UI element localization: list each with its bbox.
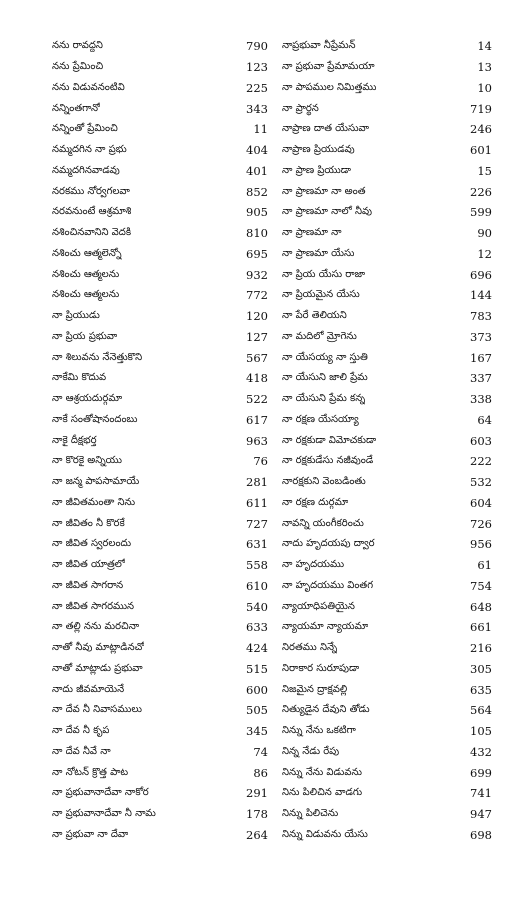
- index-entry[interactable]: [282, 410, 492, 431]
- page-number: 726: [470, 516, 492, 531]
- index-entry[interactable]: [282, 617, 492, 638]
- index-column-left: [52, 36, 268, 845]
- page-number: 698: [470, 827, 492, 842]
- index-entry[interactable]: [282, 721, 492, 742]
- index-entry[interactable]: [282, 244, 492, 265]
- song-title: నా ప్రాణమా నా అంత: [282, 185, 366, 197]
- index-entry[interactable]: [52, 472, 268, 493]
- index-entry[interactable]: [282, 306, 492, 327]
- page-number: 226: [470, 184, 492, 199]
- song-title: నశించు ఆత్మలను: [52, 289, 120, 301]
- song-title: నా ప్రభువానాదేవా నాకోర: [52, 787, 149, 799]
- song-title: నా దేవ నీ నివాసములు: [52, 704, 142, 716]
- index-entry[interactable]: [282, 700, 492, 721]
- page-number: 963: [246, 433, 268, 448]
- index-entry[interactable]: [52, 36, 268, 57]
- page-number: 281: [246, 475, 268, 490]
- page-number: 611: [246, 495, 268, 510]
- page-number: 719: [470, 101, 492, 116]
- index-entry[interactable]: [282, 347, 492, 368]
- song-title: నా జీవిత సాగరాన: [52, 579, 124, 591]
- page-number: 567: [246, 350, 268, 365]
- index-entry[interactable]: [52, 389, 268, 410]
- index-entry[interactable]: [52, 617, 268, 638]
- song-title: నిరాకార సురూపుడా: [282, 662, 360, 674]
- song-title: నా ప్రాణ ప్రియుడా: [282, 164, 351, 176]
- index-entry[interactable]: [282, 78, 492, 99]
- page-number: 905: [246, 205, 268, 220]
- song-title: నా ప్రియ ప్రభువా: [52, 330, 118, 342]
- page-number: 222: [470, 454, 492, 469]
- page-number: 956: [470, 537, 492, 552]
- page-number: 947: [470, 807, 492, 822]
- page-number: 305: [470, 661, 492, 676]
- song-title: నాకేమి కొదువ: [52, 372, 107, 384]
- song-title: నా దేవ నీవే నా: [52, 745, 111, 757]
- page-number: 603: [470, 433, 492, 448]
- index-entry[interactable]: [282, 638, 492, 659]
- song-title: నను ప్రేమించి: [52, 61, 104, 73]
- index-entry[interactable]: [282, 513, 492, 534]
- page-number: 15: [477, 163, 492, 178]
- index-entry[interactable]: [52, 783, 268, 804]
- song-title: నావన్ని యంగీకరించు: [282, 517, 364, 529]
- page-number: 105: [470, 724, 492, 739]
- index-entry[interactable]: [52, 140, 268, 161]
- index-entry[interactable]: [52, 430, 268, 451]
- song-title: నిరతము నిన్నే: [282, 642, 338, 654]
- song-title: నన్నింతో ప్రేమించి: [52, 123, 118, 135]
- song-title: నా దేవ నీ కృప: [52, 725, 110, 737]
- page-number: 601: [470, 143, 492, 158]
- index-entry[interactable]: [282, 451, 492, 472]
- page-number: 76: [253, 454, 268, 469]
- page-number: 661: [470, 620, 492, 635]
- song-title: నమ్మదగిన నా ప్రభు: [52, 144, 127, 156]
- index-entry[interactable]: [282, 576, 492, 597]
- index-entry[interactable]: [282, 825, 492, 846]
- song-title: నిన్ను నేను విడువను: [282, 766, 362, 778]
- page-number: 418: [246, 371, 268, 386]
- page-number: 123: [246, 60, 268, 75]
- page-number: 246: [470, 122, 492, 137]
- index-entry[interactable]: [282, 596, 492, 617]
- page-number: 783: [470, 309, 492, 324]
- index-entry[interactable]: [52, 347, 268, 368]
- index-entry[interactable]: [282, 389, 492, 410]
- page-number: 338: [470, 392, 492, 407]
- song-title: నాదు హృదయపు ద్వార: [282, 538, 375, 550]
- index-entry[interactable]: [52, 327, 268, 348]
- page-number: 754: [470, 578, 492, 593]
- song-title: నశించు ఆత్మలెన్నో: [52, 247, 122, 259]
- index-entry[interactable]: [52, 57, 268, 78]
- song-title: నాప్రభువా నీప్రేమన్: [282, 40, 356, 52]
- index-entry[interactable]: [52, 513, 268, 534]
- index-entry[interactable]: [52, 576, 268, 597]
- index-entry[interactable]: [52, 742, 268, 763]
- song-title: నమ్మదగినవాడవు: [52, 164, 120, 176]
- index-entry[interactable]: [52, 638, 268, 659]
- index-entry[interactable]: [282, 679, 492, 700]
- song-title: నాప్రాణ ప్రియుడవు: [282, 144, 355, 156]
- index-entry[interactable]: [282, 119, 492, 140]
- song-title: నను రావద్దని: [52, 40, 103, 52]
- index-entry[interactable]: [52, 181, 268, 202]
- song-title: నా పేరే తెలియని: [282, 310, 347, 322]
- index-entry[interactable]: [52, 804, 268, 825]
- page-number: 617: [246, 412, 268, 427]
- song-title: నా మదిలో మ్రోగెను: [282, 330, 357, 342]
- index-entry[interactable]: [282, 742, 492, 763]
- page-number: 178: [246, 807, 268, 822]
- index-entry[interactable]: [282, 140, 492, 161]
- page-number: 600: [246, 682, 268, 697]
- index-entry[interactable]: [52, 762, 268, 783]
- song-title: నిజమైన ద్రాక్షవల్లి: [282, 683, 348, 695]
- song-title: నా హృదయము: [282, 559, 345, 571]
- index-entry[interactable]: [52, 285, 268, 306]
- song-title: నశించినవానిని వెదకి: [52, 227, 132, 239]
- song-title: నా కొరకై అన్నియు: [52, 455, 122, 467]
- index-entry[interactable]: [282, 368, 492, 389]
- page-number: 810: [246, 226, 268, 241]
- page-number: 401: [246, 163, 268, 178]
- page-number: 695: [246, 246, 268, 261]
- page-number: 505: [246, 703, 268, 718]
- song-title: న్యాయాధిపతియైన: [282, 600, 355, 612]
- page-number: 852: [246, 184, 268, 199]
- page-number: 345: [246, 724, 268, 739]
- page-number: 648: [470, 599, 492, 614]
- page-number: 12: [477, 246, 492, 261]
- page-number: 14: [477, 39, 492, 54]
- index-entry[interactable]: [52, 410, 268, 431]
- song-title: నా రక్షకుడా విమోచకుడా: [282, 434, 377, 446]
- index-entry[interactable]: [282, 36, 492, 57]
- song-title: నా జీవిత యాత్రలో: [52, 559, 126, 571]
- page-number: 167: [470, 350, 492, 365]
- song-title: నిత్యుడైన దేవుని తోడు: [282, 704, 370, 716]
- index-entry[interactable]: [282, 493, 492, 514]
- song-title: నరవనుంటే ఆశ్రమాశి: [52, 206, 132, 218]
- song-title: నా తల్లి నను మరచినా: [52, 621, 140, 633]
- index-entry[interactable]: [52, 223, 268, 244]
- page-number: 61: [477, 558, 492, 573]
- song-title: నాకే సంతోషానందంబు: [52, 413, 138, 425]
- song-title: నా రక్షకుడేసు నజీవుండే: [282, 455, 374, 467]
- page-number: 558: [246, 558, 268, 573]
- song-title: నా జీవితం నీ కొరకే: [52, 517, 125, 529]
- song-title: నిన్ను పిలిచెను: [282, 808, 339, 820]
- page-number: 74: [253, 744, 268, 759]
- page-number: 373: [470, 329, 492, 344]
- song-title: నరకము నోర్వగలవా: [52, 185, 130, 197]
- page-number: 540: [246, 599, 268, 614]
- song-title: నా ప్రాణమా నాలో నీవు: [282, 206, 372, 218]
- page-number: 120: [246, 309, 268, 324]
- song-title: నా జీవిత సాగరమున: [52, 600, 135, 612]
- index-entry[interactable]: [52, 721, 268, 742]
- index-entry[interactable]: [52, 368, 268, 389]
- index-entry[interactable]: [52, 98, 268, 119]
- song-title: నా ప్రాణమా యేసు: [282, 247, 355, 259]
- page-number: 343: [246, 101, 268, 116]
- song-title: నా యేసుని జాలి ప్రేమ: [282, 372, 368, 384]
- index-entry[interactable]: [282, 285, 492, 306]
- page-number: 772: [246, 288, 268, 303]
- song-title: నశించు ఆత్మలను: [52, 268, 120, 280]
- song-title: నా ప్రియమైన యేసు: [282, 289, 360, 301]
- page-number: 291: [246, 786, 268, 801]
- song-title: నా పాపముల నిమిత్తము: [282, 81, 377, 93]
- page-number: 564: [470, 703, 492, 718]
- index-entry[interactable]: [282, 762, 492, 783]
- page-number: 515: [246, 661, 268, 676]
- page-number: 604: [470, 495, 492, 510]
- index-entry[interactable]: [282, 202, 492, 223]
- index-entry[interactable]: [282, 327, 492, 348]
- index-entry[interactable]: [282, 472, 492, 493]
- index-entry[interactable]: [52, 202, 268, 223]
- page-number: 432: [470, 744, 492, 759]
- page-number: 225: [246, 80, 268, 95]
- index-entry[interactable]: [52, 534, 268, 555]
- index-column-right: [282, 36, 492, 845]
- song-title: నాతో మాట్లాడు ప్రభువా: [52, 662, 143, 674]
- index-entry[interactable]: [282, 161, 492, 182]
- page-number: 10: [477, 80, 492, 95]
- page-number: 404: [246, 143, 268, 158]
- song-title: నిన్ను విడువను యేసు: [282, 828, 368, 840]
- page-number: 635: [470, 682, 492, 697]
- song-title: నా జన్మ పాపసామాయే: [52, 476, 140, 488]
- page-number: 13: [477, 60, 492, 75]
- page-number: 90: [477, 226, 492, 241]
- index-entry[interactable]: [52, 306, 268, 327]
- song-title: నా యేసయ్య నా స్తుతి: [282, 351, 368, 363]
- song-title: నా శిలువను నేనెత్తుకొని: [52, 351, 143, 363]
- song-title: నాదు జీవమాయెనే: [52, 683, 125, 695]
- index-entry[interactable]: [52, 555, 268, 576]
- page-number: 932: [246, 267, 268, 282]
- page-number: 741: [470, 786, 492, 801]
- page-number: 64: [477, 412, 492, 427]
- index-entry[interactable]: [52, 659, 268, 680]
- song-title: న్యాయమా న్యాయమా: [282, 621, 369, 633]
- song-title: నా రక్షణ దుర్గమా: [282, 496, 349, 508]
- index-entry[interactable]: [52, 451, 268, 472]
- index-entry[interactable]: [282, 555, 492, 576]
- song-title: నన్నింతగానో: [52, 102, 100, 114]
- page-number: 337: [470, 371, 492, 386]
- index-entry[interactable]: [52, 244, 268, 265]
- song-title: నాతో నీవు మాట్లాడినచో: [52, 642, 145, 654]
- index-entry[interactable]: [52, 493, 268, 514]
- index-entry[interactable]: [282, 223, 492, 244]
- index-entry[interactable]: [282, 804, 492, 825]
- page-number: 216: [470, 641, 492, 656]
- index-entry[interactable]: [282, 659, 492, 680]
- song-title: నా జీవిత స్వరలందు: [52, 538, 132, 550]
- song-title: నిన్ను నేను ఒకటిగా: [282, 725, 356, 737]
- song-title: నా ప్రియుడు: [52, 310, 100, 322]
- index-entry[interactable]: [52, 700, 268, 721]
- page-number: 86: [253, 765, 268, 780]
- page-number: 790: [246, 39, 268, 54]
- page-number: 127: [246, 329, 268, 344]
- index-entry[interactable]: [282, 57, 492, 78]
- song-title: నా రక్షణ యేసయ్యా: [282, 413, 359, 425]
- song-title: నా నోటన్ క్రొత్త పాట: [52, 766, 129, 778]
- song-title: నా ప్రభువా నా దేవా: [52, 828, 129, 840]
- song-title: నా ప్రియ యేసు రాజా: [282, 268, 366, 280]
- song-title: నా యేసుని ప్రేమ కన్న: [282, 393, 366, 405]
- page-number: 633: [246, 620, 268, 635]
- index-entry[interactable]: [52, 596, 268, 617]
- page-number: 696: [470, 267, 492, 282]
- index-entry[interactable]: [282, 534, 492, 555]
- song-title: నా జీవితమంతా నిను: [52, 496, 136, 508]
- page-number: 610: [246, 578, 268, 593]
- song-title: నా ప్రాణమా నా: [282, 227, 342, 239]
- page-number: 11: [253, 122, 268, 137]
- index-entry[interactable]: [52, 161, 268, 182]
- song-title: నా ప్రభువానాదేవా నీ నామ: [52, 808, 156, 820]
- page-number: 522: [246, 392, 268, 407]
- index-entry[interactable]: [282, 264, 492, 285]
- index-entry[interactable]: [282, 430, 492, 451]
- page-number: 599: [470, 205, 492, 220]
- song-title: నను విడువనంటివి: [52, 81, 125, 93]
- index-entry[interactable]: [282, 783, 492, 804]
- song-title: నారక్షకుని వెంబడింతు: [282, 476, 366, 488]
- song-title: నిన్న నేడు రేపు: [282, 745, 340, 757]
- index-entry[interactable]: [52, 825, 268, 846]
- index-entry[interactable]: [282, 98, 492, 119]
- page-number: 631: [246, 537, 268, 552]
- index-entry[interactable]: [52, 78, 268, 99]
- page-number: 264: [246, 827, 268, 842]
- index-entry[interactable]: [52, 119, 268, 140]
- page-number: 424: [246, 641, 268, 656]
- index-entry[interactable]: [282, 181, 492, 202]
- song-title: నాప్రాణ దాత యేసువా: [282, 123, 370, 135]
- index-entry[interactable]: [52, 679, 268, 700]
- song-title: నిను పిలిచిన వాడగు: [282, 787, 363, 799]
- page-number: 144: [470, 288, 492, 303]
- song-title: నాకై దీక్షభర్త: [52, 434, 97, 446]
- song-title: నా ప్రార్థన: [282, 102, 319, 114]
- song-title: నా హృదయము వింతగ: [282, 579, 374, 591]
- song-title: నా ఆశ్రయదుర్గమా: [52, 393, 123, 405]
- page-number: 532: [470, 475, 492, 490]
- page-number: 727: [246, 516, 268, 531]
- page-number: 699: [470, 765, 492, 780]
- song-title: నా ప్రభువా ప్రేమామయా: [282, 61, 375, 73]
- index-entry[interactable]: [52, 264, 268, 285]
